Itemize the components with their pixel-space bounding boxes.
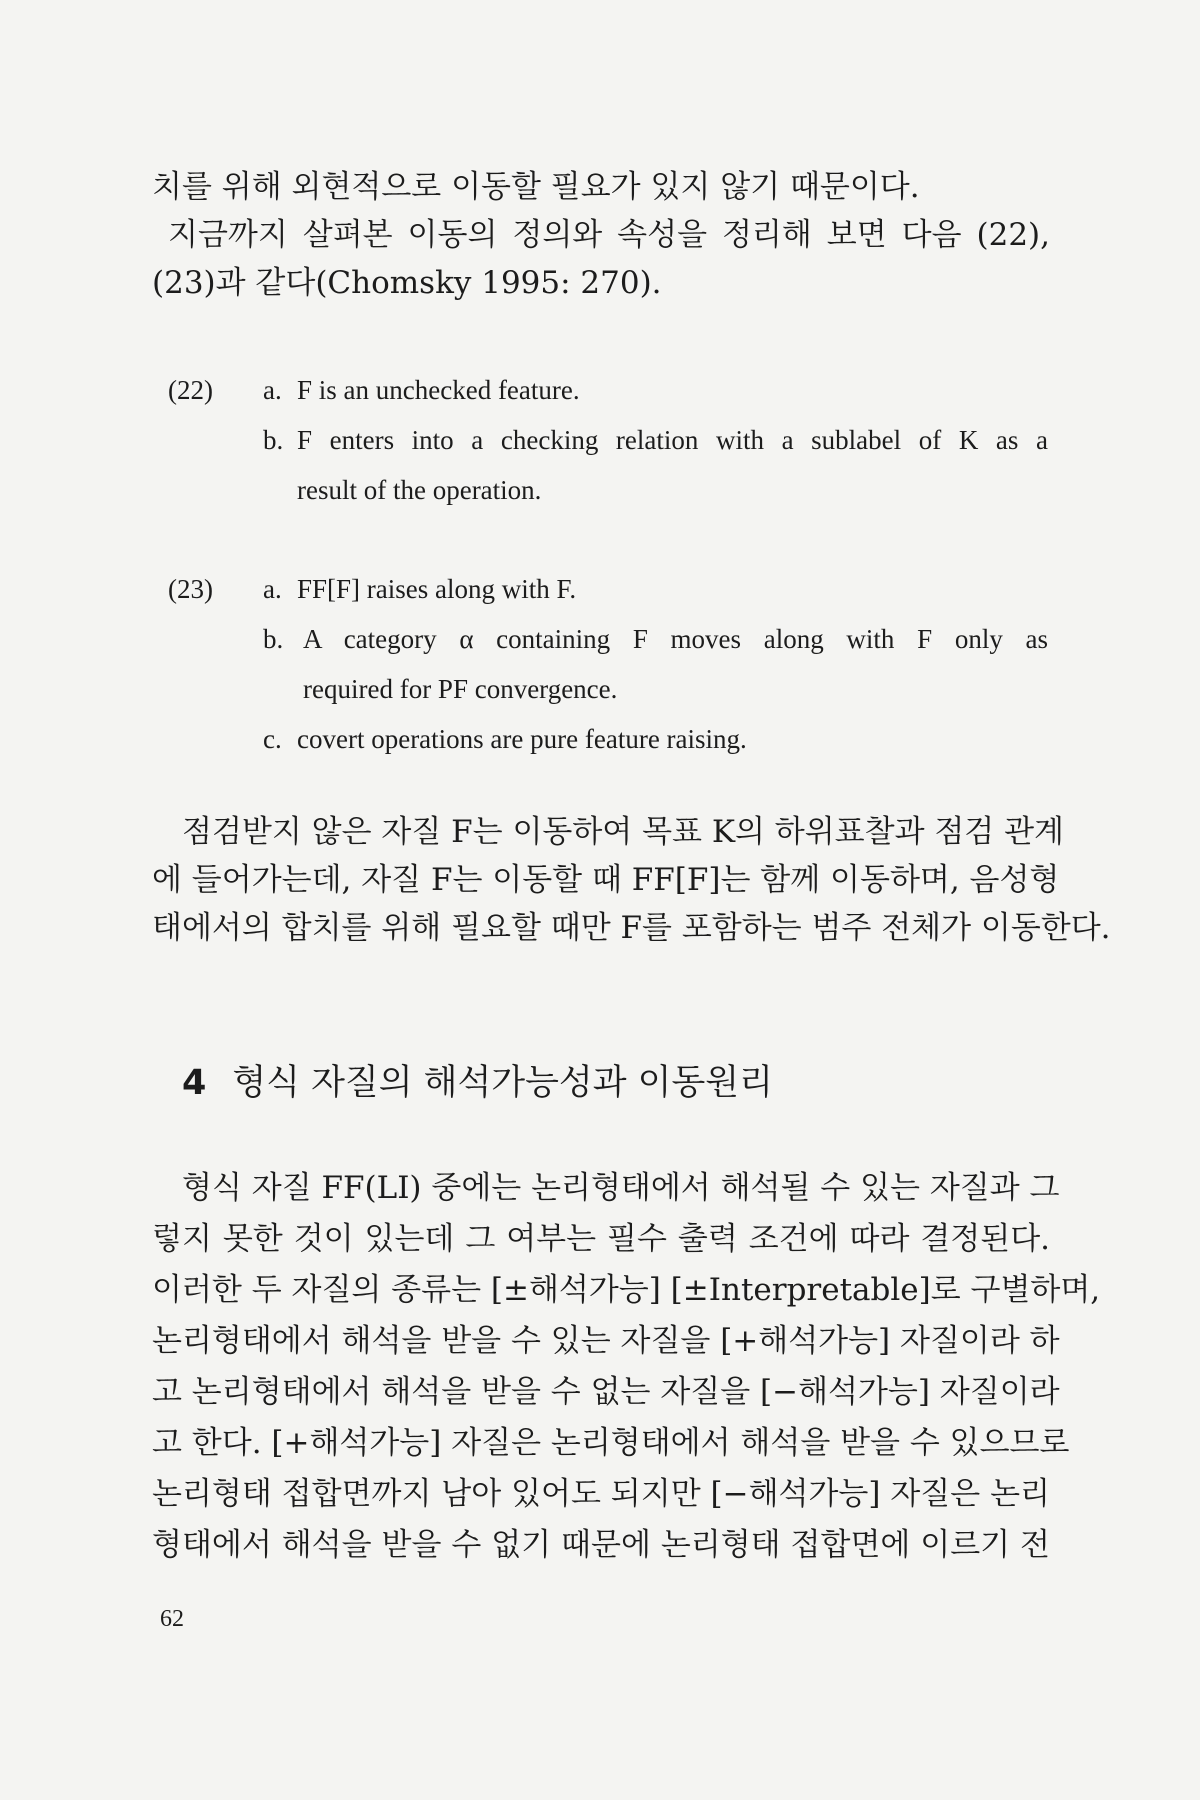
item-text-continued: result of the operation.: [297, 475, 542, 505]
item-label: a.: [263, 375, 282, 405]
example-items: [263, 564, 1048, 764]
example-item: [263, 564, 1048, 614]
text-line: 점검받지 않은 자질 F는 이동하여 목표 K의 하위표찰과 점검 관계: [182, 814, 1065, 850]
text-line: (23)과 같다(Chomsky 1995: 270).: [152, 265, 662, 301]
item-text: A category α containing F moves along with F only as: [303, 624, 1048, 654]
item-label: b.: [263, 624, 284, 654]
text-line: 에 들어가는데, 자질 F는 이동할 때 FF[F]는 함께 이동하며, 음성형: [152, 862, 1060, 898]
item-text-continued: required for PF convergence.: [303, 674, 618, 704]
example-number: (22): [168, 375, 213, 405]
text-line: 고 논리형태에서 해석을 받을 수 없는 자질을 [−해석가능] 자질이라: [152, 1374, 1060, 1410]
example-item: [263, 365, 1048, 415]
item-label: c.: [263, 724, 282, 754]
text-line: 논리형태에서 해석을 받을 수 있는 자질을 [+해석가능] 자질이라 하: [152, 1323, 1060, 1359]
item-text: F enters into a checking relation with a sublabel of K as a: [297, 425, 1048, 455]
paragraph-summary: [152, 808, 1111, 952]
example-items: [263, 365, 1048, 515]
section-title: 형식 자질의 해석가능성과 이동원리: [232, 1063, 773, 1103]
text-line: 치를 위해 외현적으로 이동할 필요가 있지 않기 때문이다.: [152, 169, 920, 205]
example-item: [263, 415, 1048, 515]
text-line: 논리형태 접합면까지 남아 있어도 되지만 [−해석가능] 자질은 논리: [152, 1476, 1050, 1512]
item-text: F is an unchecked feature.: [297, 375, 580, 405]
section-number: 4: [182, 1063, 207, 1103]
item-text: FF[F] raises along with F.: [297, 574, 577, 604]
text-line: 렇지 못한 것이 있는데 그 여부는 필수 출력 조건에 따라 결정된다.: [152, 1221, 1050, 1257]
example-item: [263, 714, 1048, 764]
text-line: 이러한 두 자질의 종류는 [±해석가능] [±Interpretable]로 구별하며,: [152, 1272, 1101, 1308]
paragraph-interpretability: [152, 1163, 1101, 1571]
text-line: 고 한다. [+해석가능] 자질은 논리형태에서 해석을 받을 수 있으므로: [152, 1425, 1070, 1461]
page-number: 62: [160, 1606, 184, 1632]
text-line: 지금까지 살펴본 이동의 정의와 속성을 정리해 보면 다음 (22),: [168, 217, 1050, 253]
text-line: 태에서의 합치를 위해 필요할 때만 F를 포함하는 범주 전체가 이동한다.: [152, 910, 1111, 946]
item-label: b.: [263, 425, 284, 455]
example-item: [263, 614, 1048, 714]
item-label: a.: [263, 574, 282, 604]
text-line: 형태에서 해석을 받을 수 없기 때문에 논리형태 접합면에 이르기 전: [152, 1527, 1050, 1563]
section-heading: [182, 1058, 773, 1108]
example-number: (23): [168, 574, 213, 604]
item-text: covert operations are pure feature raising.: [297, 724, 747, 754]
paragraph-intro: [152, 163, 1050, 307]
text-line: 형식 자질 FF(LI) 중에는 논리형태에서 해석될 수 있는 자질과 그: [182, 1170, 1060, 1206]
